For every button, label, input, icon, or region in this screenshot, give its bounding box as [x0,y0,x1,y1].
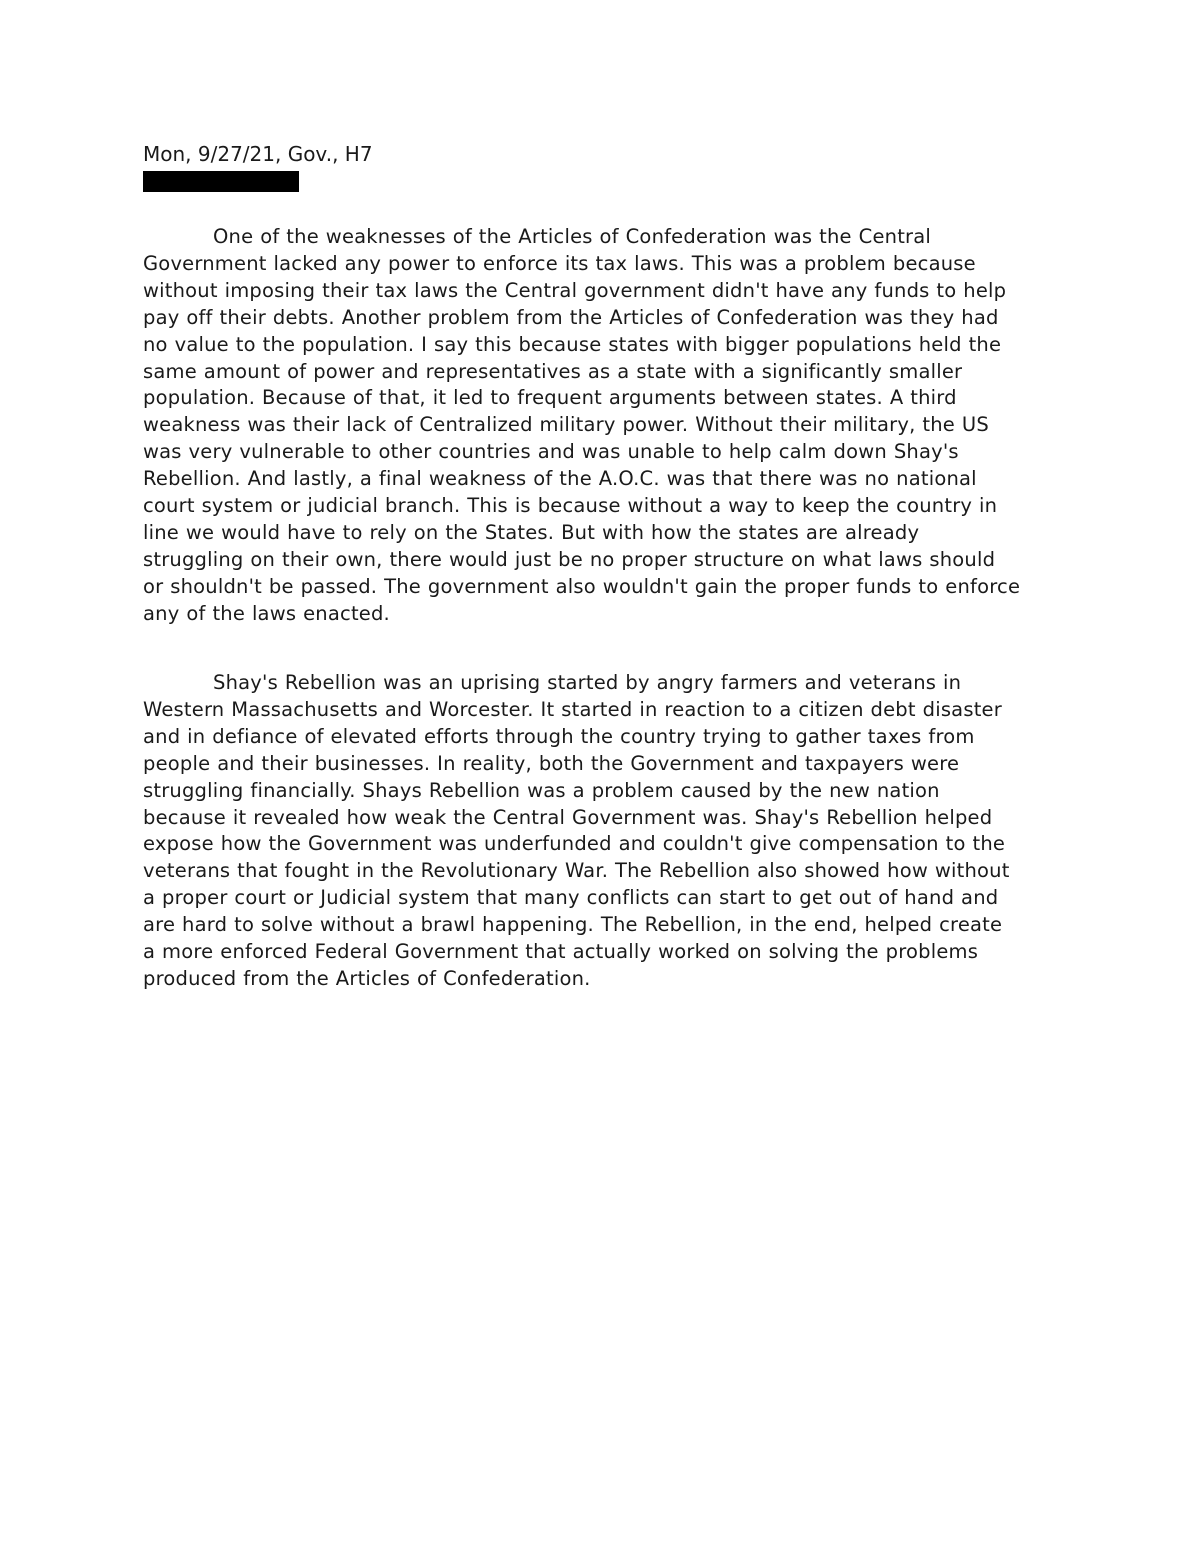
paragraph-line: same amount of power and representatives as a state with a significantly smaller [143,359,963,383]
paragraph-weaknesses [143,224,1063,628]
paragraph-line: no value to the population. I say this because states with bigger populations held the [143,332,1002,356]
paragraph-line: struggling on their own, there would just be no proper structure on what laws should [143,547,996,571]
paragraph-line: expose how the Government was underfunded and couldn't give compensation to the [143,832,1006,856]
paragraph-line: population. Because of that, it led to frequent arguments between states. A third [143,386,957,410]
paragraph-line: court system or judicial branch. This is because without a way to keep the country in [143,494,998,518]
paragraph-line: struggling financially. Shays Rebellion was a problem caused by the new nation [143,778,940,802]
paragraph-line: and in defiance of elevated efforts through the country trying to gather taxes from [143,724,975,748]
document-header: Mon, 9/27/21, Gov., H7 [143,142,373,166]
paragraph-line: One of the weaknesses of the Articles of Confederation was the Central [213,225,932,248]
paragraph-line: people and their businesses. In reality, both the Government and taxpayers were [143,751,960,775]
paragraph-line: weakness was their lack of Centralized military power. Without their military, the US [143,413,989,437]
paragraph-line: Rebellion. And lastly, a final weakness of the A.O.C. was that there was no national [143,467,977,491]
paragraph-line: Shay's Rebellion was an uprising started by angry farmers and veterans in [213,671,962,694]
paragraph-line: or shouldn't be passed. The government also wouldn't gain the proper funds to enforce [143,574,1021,598]
paragraph-line: produced from the Articles of Confederation. [143,966,591,990]
paragraph-line: without imposing their tax laws the Central government didn't have any funds to help [143,278,1007,302]
paragraph-line: are hard to solve without a brawl happening. The Rebellion, in the end, helped create [143,913,1003,937]
paragraph-line: pay off their debts. Another problem from the Articles of Confederation was they had [143,305,999,329]
paragraph-line: Government lacked any power to enforce its tax laws. This was a problem because [143,251,976,275]
paragraph-line: a proper court or Judicial system that many conflicts can start to get out of hand and [143,886,999,910]
paragraph-line: veterans that fought in the Revolutionary War. The Rebellion also showed how without [143,859,1010,883]
paragraph-line: was very vulnerable to other countries and was unable to help calm down Shay's [143,440,959,464]
paragraph-shays-rebellion [143,670,1063,993]
redacted-name-block [143,171,299,192]
paragraph-line: Western Massachusetts and Worcester. It started in reaction to a citizen debt disaster [143,697,1002,721]
paragraph-line: because it revealed how weak the Central Government was. Shay's Rebellion helped [143,805,993,829]
paragraph-line: a more enforced Federal Government that actually worked on solving the problems [143,940,979,964]
paragraph-line: line we would have to rely on the States. But with how the states are already [143,520,920,544]
paragraph-line: any of the laws enacted. [143,601,390,625]
